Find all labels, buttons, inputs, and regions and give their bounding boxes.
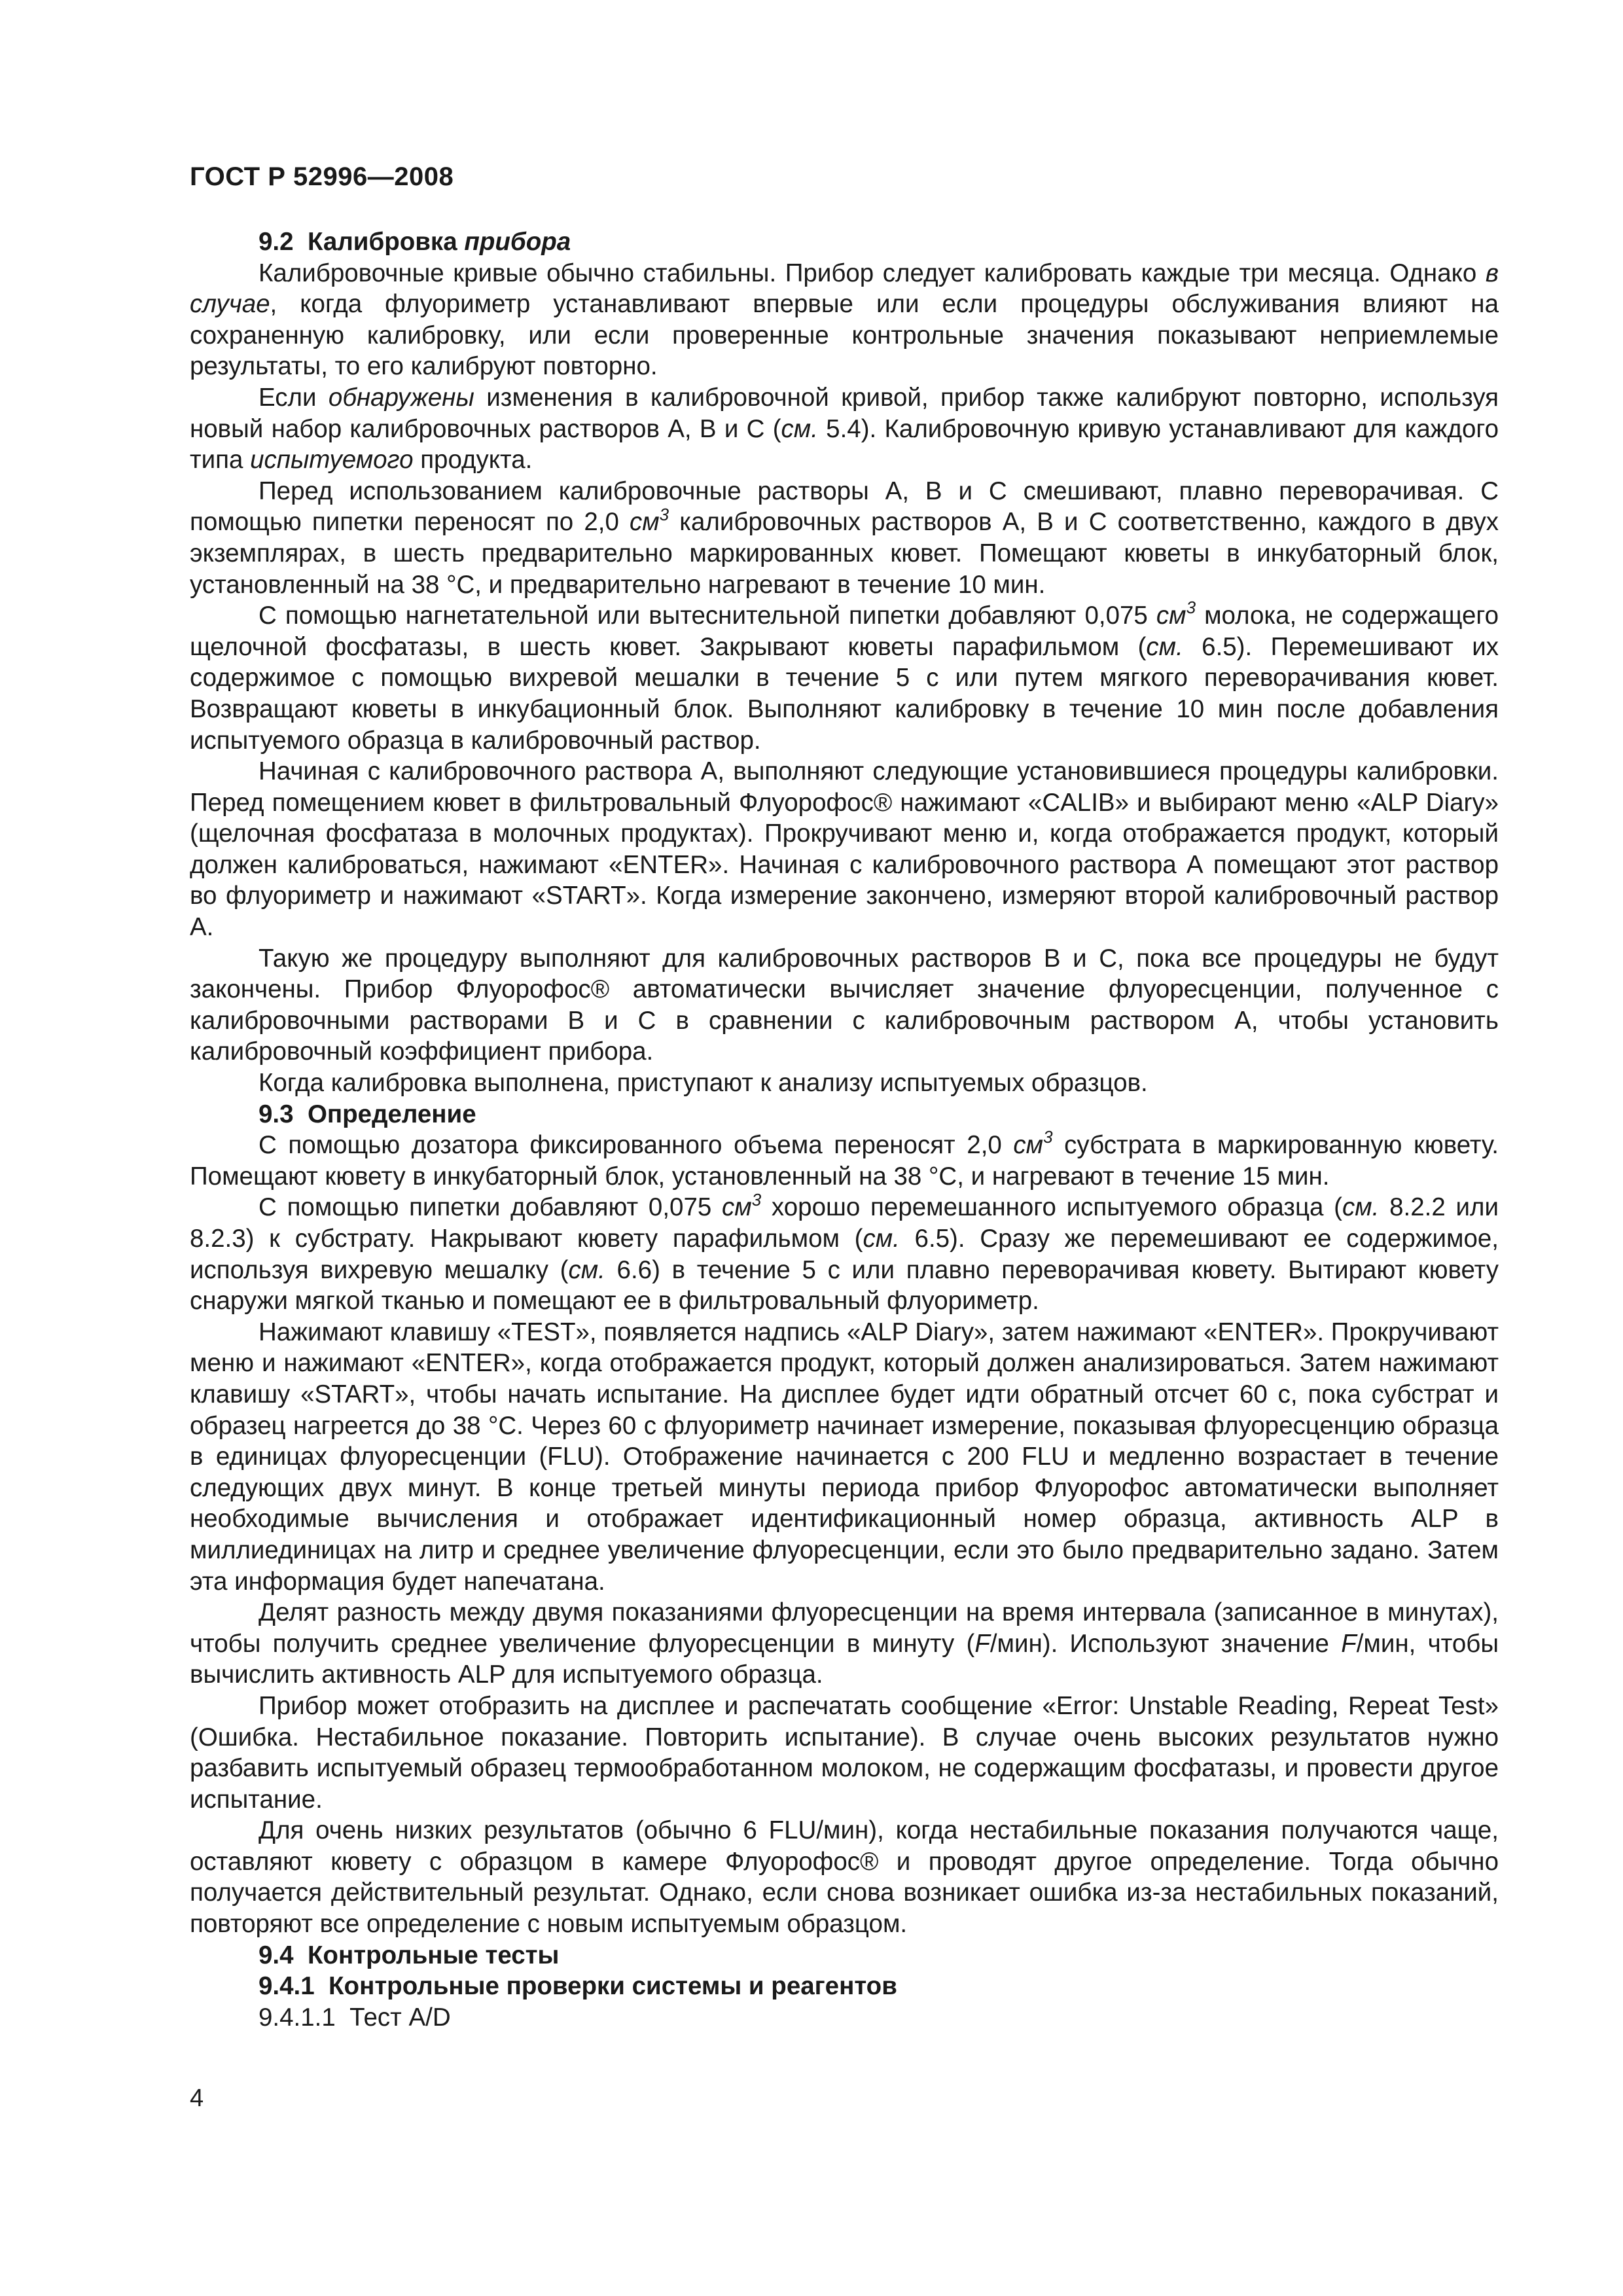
paragraph: Для очень низких результатов (обычно 6 FLU/мин), когда нестабильные показания получаются чаще, оставляют кювету с образцом в камере Флуорофос® и проводят другое определение. Тогда обычно получается действительный результат. Однако, если снова возникает ошибка из-за нестабильных показаний, повторяют все определение с новым испытуемым образцом.: [190, 1816, 1499, 1939]
section-title: Тест А/D: [349, 2003, 451, 2032]
paragraph: С помощью пипетки добавляют 0,075 $см^3$ хорошо перемешанного испытуемого образца (см. 8.2.2 или 8.2.3) к субстрату. Накрывают кювету парафильмом (см. 6.5). Сразу же перемешивают ее содержимое, используя вихревую мешалку (см. 6.6) в течение 5 с или плавно переворачивая кювету. Вытирают кювету снаружи мягкой тканью и помещают ее в фильтровальный флуориметр.: [190, 1189, 1499, 1316]
section-number: 9.2: [259, 228, 294, 256]
paragraph: Такую же процедуру выполняют для калибровочных растворов В и С, пока все процедуры не будут закончены. Прибор Флуорофос® автоматически вычисляет значение флуоресценции, полученное с калибровочными растворами В и С в сравнении с калибровочным раствором А, чтобы установить калибровочный коэффициент прибора.: [190, 944, 1499, 1066]
paragraph: Прибор может отобразить на дисплее и распечатать сообщение «Error: Unstable Reading, Repeat Test» (Ошибка. Нестабильное показание. Повторить испытание). В случае очень высоких результатов нужно разбавить испытуемый образец термообработанном молоком, не содержащим фосфатазы, и провести другое испытание.: [190, 1691, 1499, 1814]
section-title-italic: прибора: [464, 228, 571, 256]
section-number: 9.4.1.1: [259, 2003, 336, 2032]
section-heading-9-4: [190, 1940, 1499, 1971]
section-number: 9.4: [259, 1941, 294, 1969]
section-heading-9-4-1-1: [190, 2002, 1499, 2034]
paragraph: Перед использованием калибровочные растворы А, В и С смешивают, плавно переворачивая. С помощью пипетки переносят по 2,0 $см^3$ калибровочных растворов А, В и С соответственно, каждого в двух экземплярах, в шесть предварительно маркированных кювет. Помещают кюветы в инкубаторный блок, установленный на 38 °С, и предварительно нагревают в течение 10 мин.: [190, 476, 1499, 599]
paragraph: С помощью нагнетательной или вытеснительной пипетки добавляют 0,075 $см^3$ молока, не содержащего щелочной фосфатазы, в шесть кювет. Закрывают кюветы парафильмом (см. 6.5). Перемешивают их содержимое с помощью вихревой мешалки в течение 5 с или путем мягкого переворачивания кювет. Возвращают кюветы в инкубационный блок. Выполняют калибровку в течение 10 мин после добавления испытуемого образца в калибровочный раствор.: [190, 598, 1499, 755]
paragraph: Начиная с калибровочного раствора А, выполняют следующие установившиеся процедуры калибровки. Перед помещением кювет в фильтровальный Флуорофос® нажимают «CALIB» и выбирают меню «ALP Diary» (щелочная фосфатаза в молочных продуктах). Прокручивают меню и, когда отображается продукт, который должен калиброваться, нажимают «ENTER». Начиная с калибровочного раствора А помещают этот раствор во флуориметр и нажимают «START». Когда измерение закончено, измеряют второй калибровочный раствор А.: [190, 757, 1499, 942]
document-header: ГОСТ Р 52996—2008: [190, 162, 454, 191]
section-title: Контрольные проверки системы и реагентов: [329, 1972, 897, 2001]
paragraph: Делят разность между двумя показаниями флуоресценции на время интервала (записанное в минутах), чтобы получить среднее увеличение флуоресценции в минуту (F/мин). Используют значение F/мин, чтобы вычислить активность ALP для испытуемого образца.: [190, 1598, 1499, 1689]
paragraph: Нажимают клавишу «TEST», появляется надпись «ALP Diary», затем нажимают «ENTER». Прокручивают меню и нажимают «ENTER», когда отображается продукт, который должен анализироваться. Затем нажимают клавишу «START», чтобы начать испытание. На дисплее будет идти обратный отсчет 60 с, пока субстрат и образец нагреется до 38 °С. Через 60 с флуориметр начинает измерение, показывая флуоресценцию образца в единицах флуоресценции (FLU). Отображение начинается с 200 FLU и медленно возрастает в течение следующих двух минут. В конце третьей минуты периода прибор Флуорофос автоматически выполняет необходимые вычисления и отображает идентификационный номер образца, активность ALP в миллиединицах на литр и среднее увеличение флуоресценции, если это было предварительно задано. Затем эта информация будет напечатана.: [190, 1318, 1499, 1596]
section-heading-9-4-1: [190, 1971, 1499, 2002]
section-title: Контрольные тесты: [307, 1941, 560, 1969]
section-heading-9-2: [190, 226, 1499, 258]
section-title: Калибровка: [307, 228, 465, 256]
paragraph: Калибровочные кривые обычно стабильны. Прибор следует калибровать каждые три месяца. Однако в случае, когда флуориметр устанавливают впервые или если процедуры обслуживания влияют на сохраненную калибровку, или если проверенные контрольные значения показывают неприемлемые результаты, то его калибруют повторно.: [190, 259, 1499, 381]
paragraph: Если обнаружены изменения в калибровочной кривой, прибор также калибруют повторно, используя новый набор калибровочных растворов А, В и С (см. 5.4). Калибровочную кривую устанавливают для каждого типа испытуемого продукта.: [190, 383, 1499, 475]
section-number: 9.3: [259, 1100, 294, 1128]
page-number: 4: [190, 2085, 204, 2112]
section-title: Определение: [307, 1100, 476, 1128]
section-number: 9.4.1: [259, 1972, 315, 2001]
paragraph: Когда калибровка выполнена, приступают к анализу испытуемых образцов.: [259, 1069, 1148, 1098]
section-heading-9-3: [190, 1099, 1499, 1130]
paragraph: С помощью дозатора фиксированного объема переносят 2,0 $см^3$ субстрата в маркированную кювету. Помещают кювету в инкубаторный блок, установленный на 38 °С, и нагревают в течение 15 мин.: [190, 1127, 1499, 1191]
document-body: [190, 226, 1499, 2033]
